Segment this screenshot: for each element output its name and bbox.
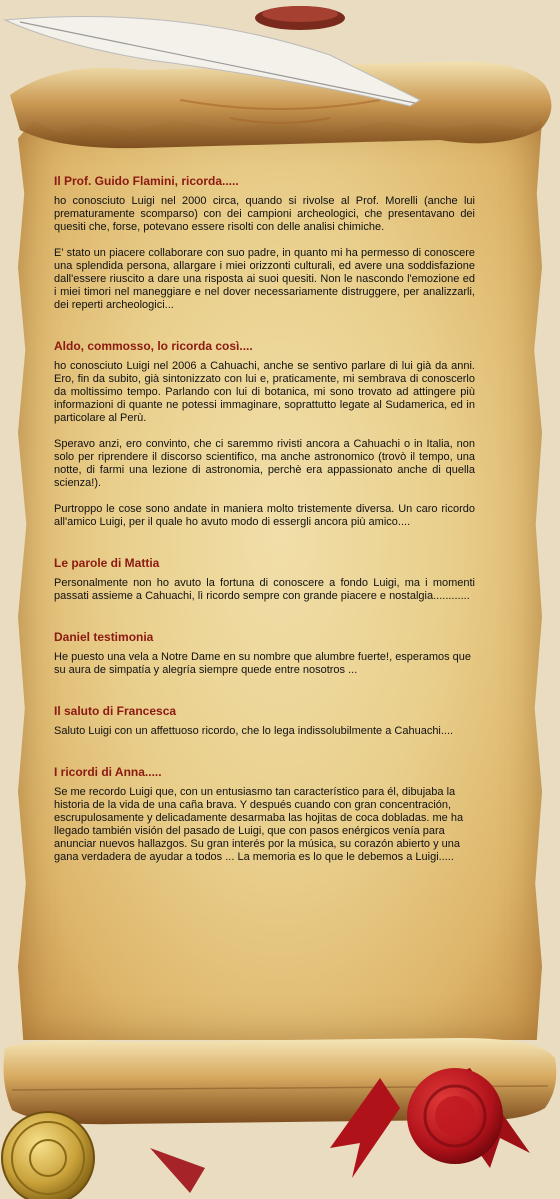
testimonial-francesca (54, 704, 475, 738)
paragraph: Personalmente non ho avuto la fortuna di conoscere a fondo Luigi, ma i momenti passati assieme a Cahuachi, lì ricordo sempre con grande piacere e nostalgia............ (54, 577, 475, 602)
section-heading: I ricordi di Anna..... (54, 765, 162, 779)
paragraph: Speravo anzi, ero convinto, che ci saremmo rivisti ancora a Cahuachi o in Italia, non solo per riprendere il discorso scientifico, ma anche astronomico (trovò il tempo, una notte, di farmi una lezione di astronomia, perchè era appassionato anche di quella scienza!). (54, 438, 475, 489)
section-heading: Il Prof. Guido Flamini, ricorda..... (54, 174, 239, 188)
paragraph: E' stato un piacere collaborare con suo padre, in quanto mi ha permesso di conoscere una splendida persona, allargare i miei orizzonti culturali, ed avere una soddisfazione dall'essere riuscito a dare una risposta ai suoi quesiti. Non le nascondo l'emozione ed i miei timori nel maneggiare e nel dover necessariamente distruggere, per analizzarli, dei reperti archeologici... (54, 247, 475, 311)
testimonial-anna (54, 765, 475, 864)
section-heading: Il saluto di Francesca (54, 704, 177, 718)
paragraph: Se me recordo Luigi que, con un entusiasmo tan característico para él, dibujaba la historia de la vida de una caña brava. Y después cuando con gran concentración, escrupulosamente y delicadamente desarmaba las hojitas de coca dobladas. me ha llegado también visión del pasado de Luigi, que con pasos enérgicos venía para anunciar nuevos hallazgos. Su gran interés por la música, su corazón abierto y una gana verdadera de ayudar a todos ... La memoria es lo que le debemos a Luigi..... (54, 786, 464, 863)
paragraph: ho conosciuto Luigi nel 2006 a Cahuachi, anche se sentivo parlare di lui già da anni. Ero, fin da subito, già sintonizzato con lui e, praticamente, mi sembrava di conoscerlo da moltissimo tempo. Parlando con lui di botanica, mi sono trovato ad attingere più informazioni di quante ne potessi immaginare, soprattutto legate al Sudamerica, ed in particolare al Perù. (54, 360, 475, 424)
paragraph: ho conosciuto Luigi nel 2000 circa, quando si rivolse al Prof. Morelli (anche lui prematuramente scomparso) con dei campioni archeologici, che presentavano dei quesiti che, forse, potevano essere risolti con delle analisi chimiche. (54, 195, 475, 233)
scroll-bottom-roll (0, 1028, 560, 1199)
section-heading: Daniel testimonia (54, 630, 154, 644)
testimonial-aldo (54, 339, 475, 529)
paragraph: He puesto una vela a Notre Dame en su nombre que alumbre fuerte!, esperamos que su aura de simpatía y alegría siempre quede entre nosotros ... (54, 651, 472, 676)
section-heading: Le parole di Mattia (54, 556, 160, 570)
testimonial-daniel (54, 630, 475, 677)
paragraph: Saluto Luigi con un affettuoso ricordo, che lo lega indissolubilmente a Cahuachi.... (54, 725, 454, 737)
scroll-top-roll (0, 0, 560, 165)
testimonial-mattia (54, 556, 475, 603)
wax-seal-icon (407, 1068, 503, 1164)
gold-coin-icon (2, 1112, 94, 1199)
testimonials-content (54, 174, 475, 877)
paragraph: Purtroppo le cose sono andate in maniera molto tristemente diversa. Un caro ricordo all'amico Luigi, per il quale ho avuto modo di essergli ancora più amico.... (54, 503, 475, 528)
section-heading: Aldo, commosso, lo ricorda così.... (54, 339, 253, 353)
testimonial-flamini (54, 174, 475, 312)
